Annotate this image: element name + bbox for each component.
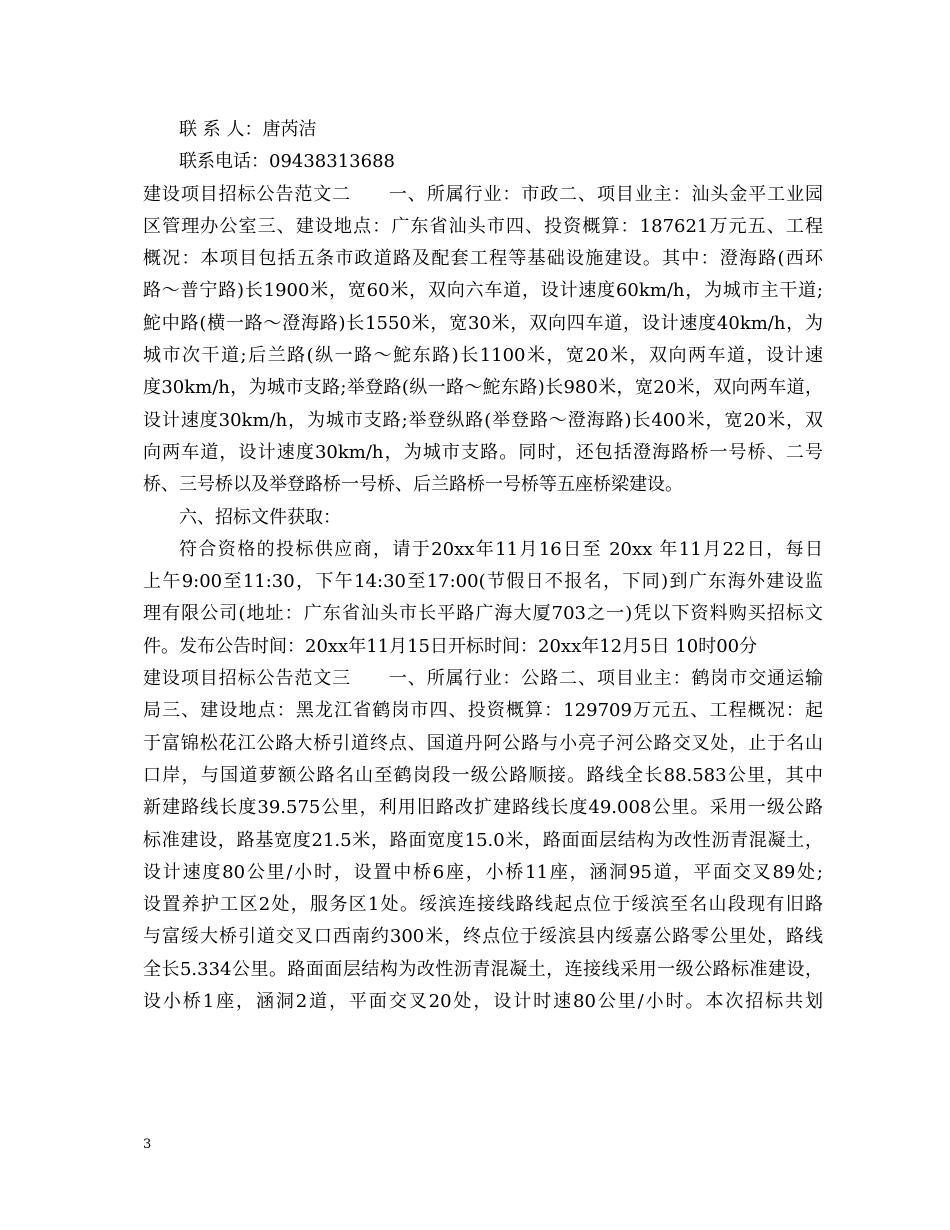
text-line: 设计速度80公里/小时，设置中桥6座，小桥11座，涵洞95道，平面交叉89处; xyxy=(143,861,823,883)
text-line: 鮀中路(横一路～澄海路)长1550米，宽30米，双向四车道，设计速度40km/h，为 xyxy=(143,312,823,334)
text-line: 理有限公司(地址：广东省汕头市长平路广海大厦703之一)凭以下资料购买招标文 xyxy=(143,603,823,625)
text-line: 六、招标文件获取： xyxy=(179,506,341,528)
text-line: 概况：本项目包括五条市政道路及配套工程等基础设施建设。其中：澄海路(西环 xyxy=(143,248,823,270)
document-body xyxy=(143,114,823,1018)
text-line: 建设项目招标公告范文二 一、所属行业：市政二、项目业主：汕头金平工业园 xyxy=(143,183,823,205)
text-line: 全长5.334公里。路面面层结构为改性沥青混凝土，连接线采用一级公路标准建设， xyxy=(143,958,823,980)
text-line: 桥、三号桥以及举登路桥一号桥、后兰路桥一号桥等五座桥梁建设。 xyxy=(143,474,683,496)
text-line: 联 系 人：唐芮洁 xyxy=(179,119,317,140)
text-line: 城市次干道;后兰路(纵一路～鮀东路)长1100米，宽20米，双向两车道，设计速 xyxy=(143,345,823,367)
text-line: 区管理办公室三、建设地点：广东省汕头市四、投资概算：187621万元五、工程 xyxy=(143,215,823,237)
text-line: 新建路线长度39.575公里，利用旧路改扩建路线长度49.008公里。采用一级公路 xyxy=(143,797,823,819)
text-line: 口岸，与国道萝额公路名山至鹤岗段一级公路顺接。路线全长88.583公里，其中 xyxy=(143,764,823,786)
text-line: 设小桥1座，涵洞2道，平面交叉20处，设计时速80公里/小时。本次招标共划 xyxy=(143,991,823,1013)
text-line: 件。发布公告时间：20xx年11月15日开标时间：20xx年12月5日 10时00分 xyxy=(143,635,758,657)
text-line: 联系电话：09438313688 xyxy=(179,151,395,173)
text-line: 向两车道，设计速度30km/h，为城市支路。同时，还包括澄海路桥一号桥、二号 xyxy=(143,441,823,463)
text-line: 与富绥大桥引道交叉口西南约300米，终点位于绥滨县内绥嘉公路零公里处，路线 xyxy=(143,926,823,948)
text-line: 设计速度30km/h，为城市支路;举登纵路(举登路～澄海路)长400米，宽20米，双 xyxy=(143,409,823,431)
page-number: 3 xyxy=(143,1137,152,1152)
text-line: 设置养护工区2处，服务区1处。绥滨连接线路线起点位于绥滨至名山段现有旧路 xyxy=(143,894,823,916)
text-line: 路～普宁路)长1900米，宽60米，双向六车道，设计速度60km/h，为城市主干道; xyxy=(143,280,823,302)
text-line: 度30km/h，为城市支路;举登路(纵一路～鮀东路)长980米，宽20米，双向两车道， xyxy=(143,377,823,399)
text-line: 标准建设，路基宽度21.5米，路面宽度15.0米，路面面层结构为改性沥青混凝土， xyxy=(143,829,823,851)
text-line: 局三、建设地点：黑龙江省鹤岗市四、投资概算：129709万元五、工程概况：起 xyxy=(143,700,823,722)
text-line: 建设项目招标公告范文三 一、所属行业：公路二、项目业主：鹤岗市交通运输 xyxy=(143,668,823,690)
text-line: 上午9:00至11:30，下午14:30至17:00(节假日不报名，下同)到广东海外建设监 xyxy=(143,571,823,593)
text-line: 于富锦松花江公路大桥引道终点、国道丹阿公路与小亮子河公路交叉处，止于名山 xyxy=(143,732,823,754)
text-line: 符合资格的投标供应商，请于20xx年11月16日至 20xx 年11月22日，每日 xyxy=(179,538,823,560)
